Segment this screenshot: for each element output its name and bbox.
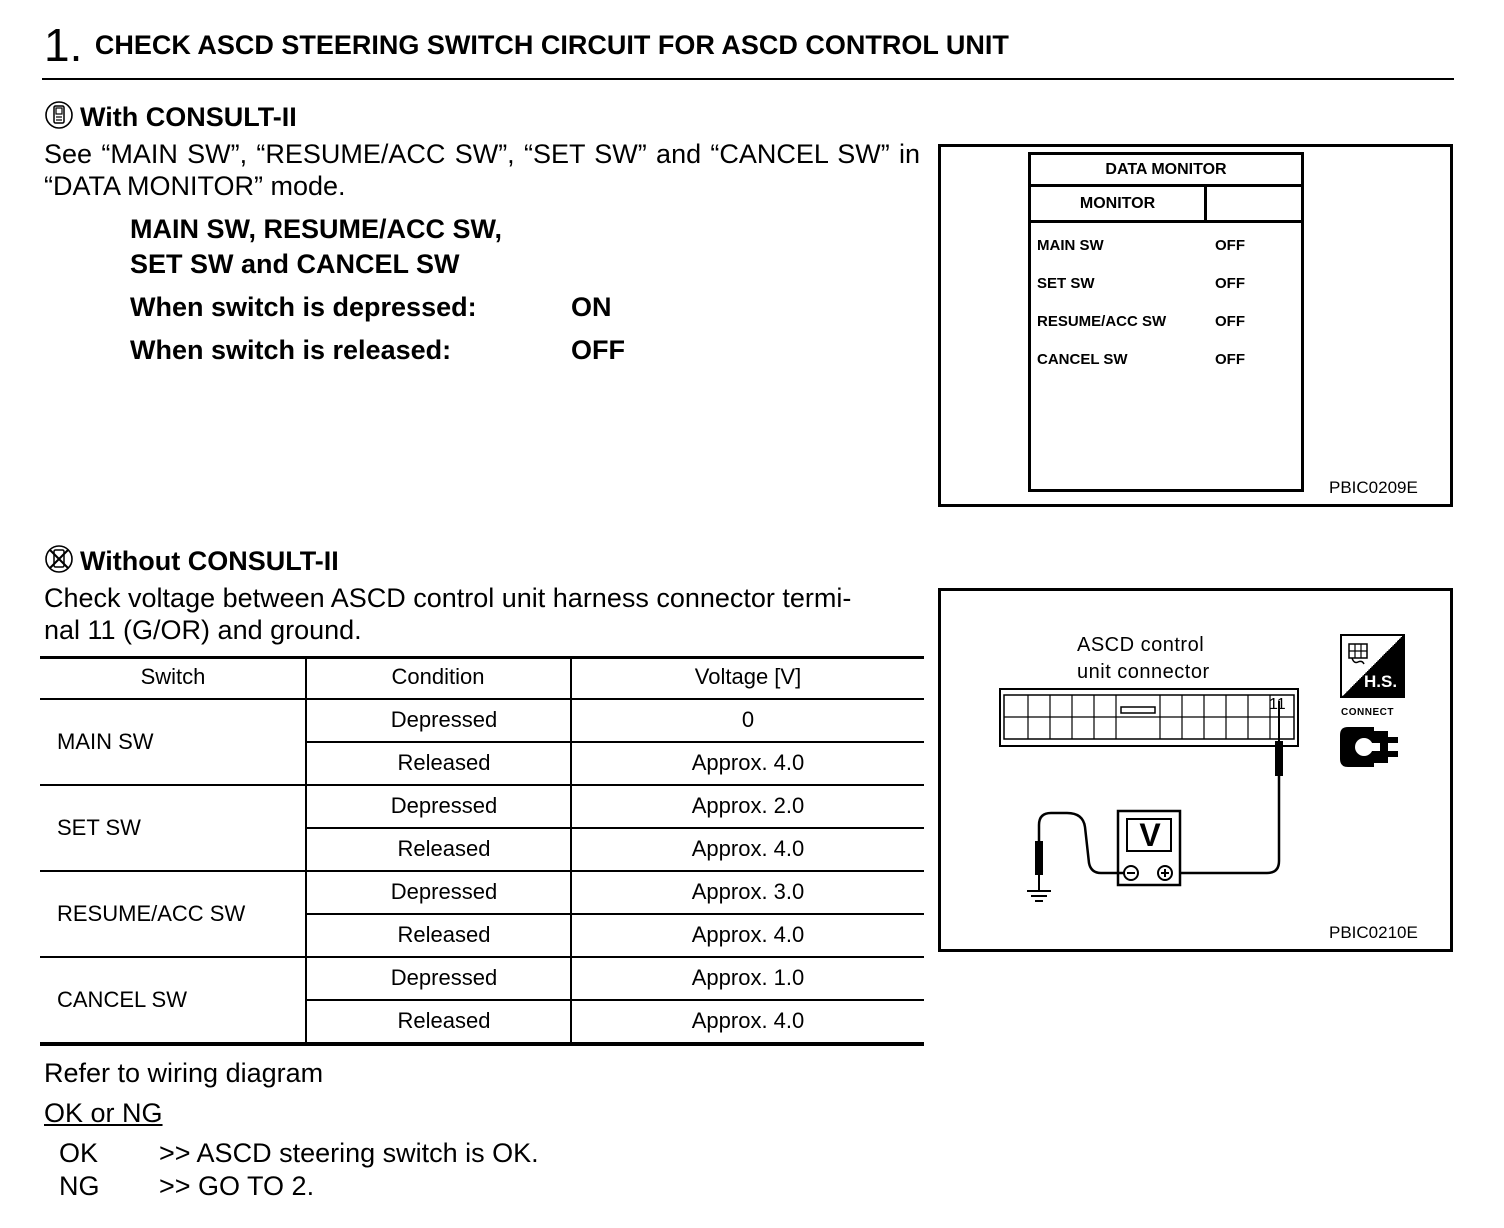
table-voltage: Approx. 2.0 (691, 793, 805, 818)
without-consult-instruction (44, 582, 924, 646)
no-consult-icon (44, 544, 74, 574)
table-column-rule (305, 656, 307, 1044)
connect-label: CONNECT (1341, 707, 1394, 718)
table-voltage: Approx. 4.0 (691, 836, 805, 861)
table-voltage: Approx. 3.0 (691, 879, 805, 904)
table-voltage: Approx. 4.0 (691, 1008, 805, 1033)
instruction-line: Check voltage between ASCD control unit harness connector termi- (44, 583, 852, 613)
table-rule (40, 784, 924, 786)
connect-plug-icon (1340, 723, 1406, 771)
data-monitor-title: DATA MONITOR (1031, 155, 1301, 187)
step-title: CHECK ASCD STEERING SWITCH CIRCUIT FOR ASCD CONTROL UNIT (94, 29, 1009, 60)
terminal-number: 11 (1269, 696, 1286, 713)
table-rule (40, 956, 924, 958)
table-rule (40, 698, 924, 700)
monitor-item-value: OFF (1215, 275, 1245, 292)
result-ng-text: >> GO TO 2. (159, 1171, 315, 1201)
ok-or-ng-heading: OK or NG (44, 1098, 163, 1128)
data-monitor-screen (1028, 152, 1304, 492)
table-condition: Released (397, 750, 491, 775)
heading-divider (42, 78, 1454, 80)
monitor-item-name: MAIN SW (1037, 237, 1104, 254)
monitor-item-name: RESUME/ACC SW (1037, 313, 1167, 330)
table-header-switch: Switch (140, 664, 206, 689)
step-number: 1. (44, 19, 83, 71)
monitor-column-label: MONITOR (1031, 187, 1207, 220)
table-rule (306, 999, 924, 1001)
table-voltage: Approx. 1.0 (691, 965, 805, 990)
table-switch-name: RESUME/ACC SW (57, 901, 246, 926)
step-heading (44, 18, 1009, 72)
connector-glyph-icon (1346, 640, 1372, 666)
voltage-table (40, 656, 924, 1046)
table-rule (306, 827, 924, 829)
table-switch-name: MAIN SW (57, 729, 154, 754)
figure-code: PBIC0209E (1329, 478, 1418, 497)
table-condition: Released (397, 1008, 491, 1033)
with-consult-heading (44, 100, 297, 133)
table-rule (40, 870, 924, 872)
without-consult-heading (44, 544, 339, 577)
voltmeter-symbol: V (1139, 817, 1161, 853)
condition-released-value: OFF (571, 335, 625, 365)
table-switch-name: CANCEL SW (57, 987, 187, 1012)
wiring-diagram-reference: Refer to wiring diagram (44, 1058, 324, 1088)
result-ok-key: OK (59, 1138, 99, 1168)
table-condition: Released (397, 922, 491, 947)
table-rule (306, 741, 924, 743)
monitor-item-name: CANCEL SW (1037, 351, 1128, 368)
data-monitor-header-row (1031, 187, 1301, 223)
connector-figure (938, 588, 1453, 952)
with-consult-heading-text: With CONSULT-II (80, 102, 297, 132)
figure-code: PBIC0210E (1329, 923, 1418, 942)
table-condition: Depressed (390, 879, 498, 904)
instruction-line: nal 11 (G/OR) and ground. (44, 615, 362, 645)
table-voltage: Approx. 4.0 (691, 750, 805, 775)
table-rule (306, 913, 924, 915)
data-monitor-figure (938, 144, 1453, 507)
table-switch-name: SET SW (57, 815, 141, 840)
with-consult-instruction: See “MAIN SW”, “RESUME/ACC SW”, “SET SW” and “CANCEL SW” in “DATA MONITOR” mode. (44, 139, 920, 201)
monitor-item-value: OFF (1215, 313, 1245, 330)
table-condition: Released (397, 836, 491, 861)
table-header-voltage: Voltage [V] (694, 664, 802, 689)
condition-depressed-label: When switch is depressed: (130, 292, 477, 322)
table-voltage: Approx. 4.0 (691, 922, 805, 947)
spec-line-2: SET SW and CANCEL SW (130, 249, 460, 279)
condition-depressed-value: ON (571, 292, 612, 322)
connector-label-line-2: unit connector (1077, 661, 1210, 683)
monitor-item-name: SET SW (1037, 275, 1095, 292)
monitor-item-value: OFF (1215, 351, 1245, 368)
table-voltage: 0 (741, 707, 755, 732)
monitor-item-value: OFF (1215, 237, 1245, 254)
result-ng-key: NG (59, 1171, 100, 1201)
hs-badge-label: H.S. (1364, 672, 1398, 691)
table-condition: Depressed (390, 707, 498, 732)
table-rule (40, 656, 924, 659)
table-condition: Depressed (390, 965, 498, 990)
table-condition: Depressed (390, 793, 498, 818)
consult-tool-icon (44, 100, 74, 130)
result-ok-text: >> ASCD steering switch is OK. (159, 1138, 539, 1168)
table-rule (40, 1042, 924, 1046)
spec-line-1: MAIN SW, RESUME/ACC SW, (130, 214, 503, 244)
harness-side-icon (1340, 634, 1405, 698)
connector-label-line-1: ASCD control (1077, 634, 1205, 656)
table-header-condition: Condition (391, 664, 485, 689)
condition-released-label: When switch is released: (130, 335, 452, 365)
without-consult-heading-text: Without CONSULT-II (80, 546, 339, 576)
